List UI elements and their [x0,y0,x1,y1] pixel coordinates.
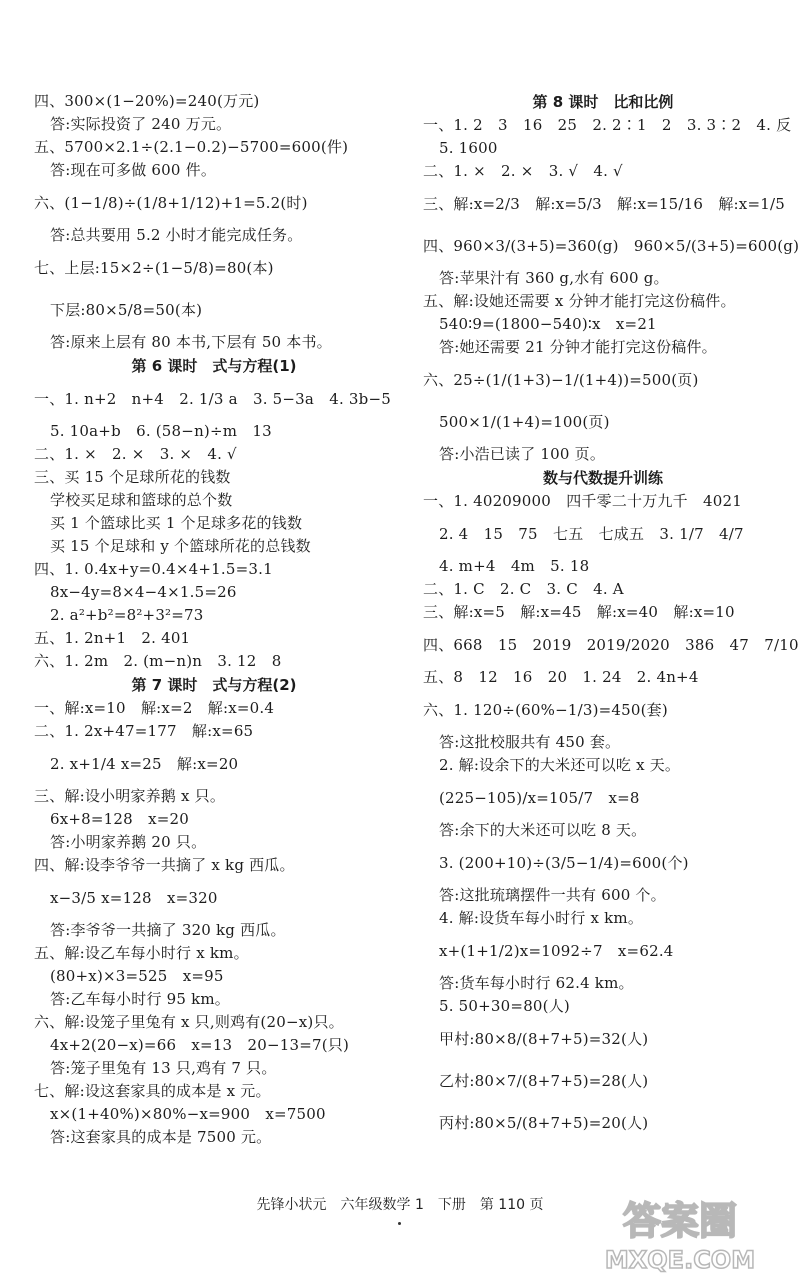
answer-line: 五、8 12 16 20 1. 24 2. 4n+4 [423,668,699,686]
answer-line: 二、1. × 2. × 3. √ 4. √ [423,162,623,180]
left-column [34,90,394,1149]
answer-line: 七、解:设这套家具的成本是 x 元。 [34,1082,271,1100]
answer-line: 4x+2(20−x)=66 x=13 20−13=7(只) [50,1036,350,1054]
answer-line: 2. 解:设余下的大米还可以吃 x 天。 [439,756,681,774]
answer-line: 七、上层:15×2÷(1−5/8)=80(本) [34,259,274,277]
answer-line: 学校买足球和篮球的总个数 [50,491,233,509]
answer-line: 2. a²+b²=8²+3²=73 [50,606,204,624]
answer-line: 5. 50+30=80(人) [439,997,570,1015]
answer-line: 答:小明家养鹅 20 只。 [50,833,207,851]
answer-line: 三、买 15 个足球所花的钱数 [34,468,231,486]
answer-line: 答:余下的大米还可以吃 8 天。 [439,821,647,839]
answer-line: 五、解:设她还需要 x 分钟才能打完这份稿件。 [423,292,736,310]
answer-line: 一、1. 2 3 16 25 2. 2∶1 2 3. 3∶2 4. 反 [423,116,792,134]
answer-line: 四、1. 0.4x+y=0.4×4+1.5=3.1 [34,560,273,578]
answer-line: 答:苹果汁有 360 g,水有 600 g。 [439,269,669,287]
answer-line: 五、解:设乙车每小时行 x km。 [34,944,249,962]
section-title: 第 6 课时 式与方程(1) [131,357,297,375]
answer-line: 答:这套家具的成本是 7500 元。 [50,1128,272,1146]
section-title: 第 7 课时 式与方程(2) [131,676,297,694]
answer-line: x×(1+40%)×80%−x=900 x=7500 [50,1105,326,1123]
answer-line: 540∶9=(1800−540)∶x x=21 [439,315,657,333]
answer-line: 六、(1−1/8)÷(1/8+1/12)+1=5.2(时) [34,194,308,212]
answer-line: 3. (200+10)÷(3/5−1/4)=600(个) [439,854,689,872]
answer-line: 答:这批校服共有 450 套。 [439,733,621,751]
answer-line: 2. 4 15 75 七五 七成五 3. 1/7 4/7 [439,525,744,543]
answer-line: 三、解:设小明家养鹅 x 只。 [34,787,226,805]
answer-line: 一、解:x=10 解:x=2 解:x=0.4 [34,699,275,717]
answer-line: 四、解:设李爷爷一共摘了 x kg 西瓜。 [34,856,295,874]
answer-line: 六、1. 120÷(60%−1/3)=450(套) [423,701,668,719]
watermark-url: MXQE.COM [604,1246,756,1274]
answer-line: 甲村:80×8/(8+7+5)=32(人) [439,1030,649,1048]
right-column [423,90,800,1144]
answer-line: 8x−4y=8×4−4×1.5=26 [50,583,237,601]
answer-line: 4. m+4 4m 5. 18 [439,557,590,575]
answer-line: 4. 解:设货车每小时行 x km。 [439,909,644,927]
answer-line: 买 15 个足球和 y 个篮球所花的总钱数 [50,537,311,555]
answer-line: 5. 1600 [439,139,498,157]
answer-line: 三、解:x=2/3 解:x=5/3 解:x=15/16 解:x=1/5 [423,195,785,213]
answer-line: (225−105)/x=105/7 x=8 [439,789,640,807]
answer-line: (80+x)×3=525 x=95 [50,967,224,985]
answer-line: 2. x+1/4 x=25 解:x=20 [50,755,239,773]
answer-line: 答:她还需要 21 分钟才能打完这份稿件。 [439,338,717,356]
answer-line: 四、668 15 2019 2019/2020 386 47 7/10 [423,636,799,654]
answer-line: x+(1+1/2)x=1092÷7 x=62.4 [439,942,674,960]
answer-line: 乙村:80×7/(8+7+5)=28(人) [439,1072,649,1090]
answer-line: 五、5700×2.1÷(2.1−0.2)−5700=600(件) [34,138,349,156]
answer-line: 答:小浩已读了 100 页。 [439,445,606,463]
answer-line: 六、1. 2m 2. (m−n)n 3. 12 8 [34,652,282,670]
answer-line: 答:现在可多做 600 件。 [50,161,217,179]
page-dot [398,1222,401,1225]
answer-line: 答:总共要用 5.2 小时才能完成任务。 [50,226,303,244]
answer-line: x−3/5 x=128 x=320 [50,889,218,907]
answer-line: 答:货车每小时行 62.4 km。 [439,974,634,992]
watermark-text: 答案圈 [622,1199,738,1243]
answer-line: 答:笼子里兔有 13 只,鸡有 7 只。 [50,1059,277,1077]
answer-line: 一、1. n+2 n+4 2. 1/3 a 3. 5−3a 4. 3b−5 [34,390,391,408]
page-footer: 先锋小状元 六年级数学 1 下册 第 110 页 [256,1197,544,1213]
answer-line: 丙村:80×5/(8+7+5)=20(人) [439,1114,649,1132]
answer-line: 答:这批琉璃摆件一共有 600 个。 [439,886,666,904]
section-title: 数与代数提升训练 [542,469,663,487]
answer-line: 二、1. C 2. C 3. C 4. A [423,580,624,598]
answer-line: 答:乙车每小时行 95 km。 [50,990,230,1008]
answer-line: 答:李爷爷一共摘了 320 kg 西瓜。 [50,921,286,939]
answer-line: 二、1. 2x+47=177 解:x=65 [34,722,254,740]
answer-line: 五、1. 2n+1 2. 401 [34,629,191,647]
answer-line: 5. 10a+b 6. (58−n)÷m 13 [50,422,272,440]
answer-line: 六、25÷(1/(1+3)−1/(1+4))=500(页) [423,371,699,389]
answer-line: 买 1 个篮球比买 1 个足球多花的钱数 [50,514,303,532]
answer-line: 6x+8=128 x=20 [50,810,190,828]
answer-line: 三、解:x=5 解:x=45 解:x=40 解:x=10 [423,603,735,621]
answer-line: 下层:80×5/8=50(本) [50,301,203,319]
answer-line: 四、960×3/(3+5)=360(g) 960×5/(3+5)=600(g) [423,237,800,255]
answer-line: 四、300×(1−20%)=240(万元) [34,92,260,110]
answer-line: 二、1. × 2. × 3. × 4. √ [34,445,237,463]
answer-line: 答:实际投资了 240 万元。 [50,115,232,133]
answer-line: 六、解:设笼子里兔有 x 只,则鸡有(20−x)只。 [34,1013,344,1031]
watermark-logo [592,1190,768,1278]
answer-line: 500×1/(1+4)=100(页) [439,413,610,431]
section-title: 第 8 课时 比和比例 [532,93,674,111]
answer-line: 一、1. 40209000 四千零二十万九千 4021 [423,492,743,510]
answer-line: 答:原来上层有 80 本书,下层有 50 本书。 [50,333,332,351]
